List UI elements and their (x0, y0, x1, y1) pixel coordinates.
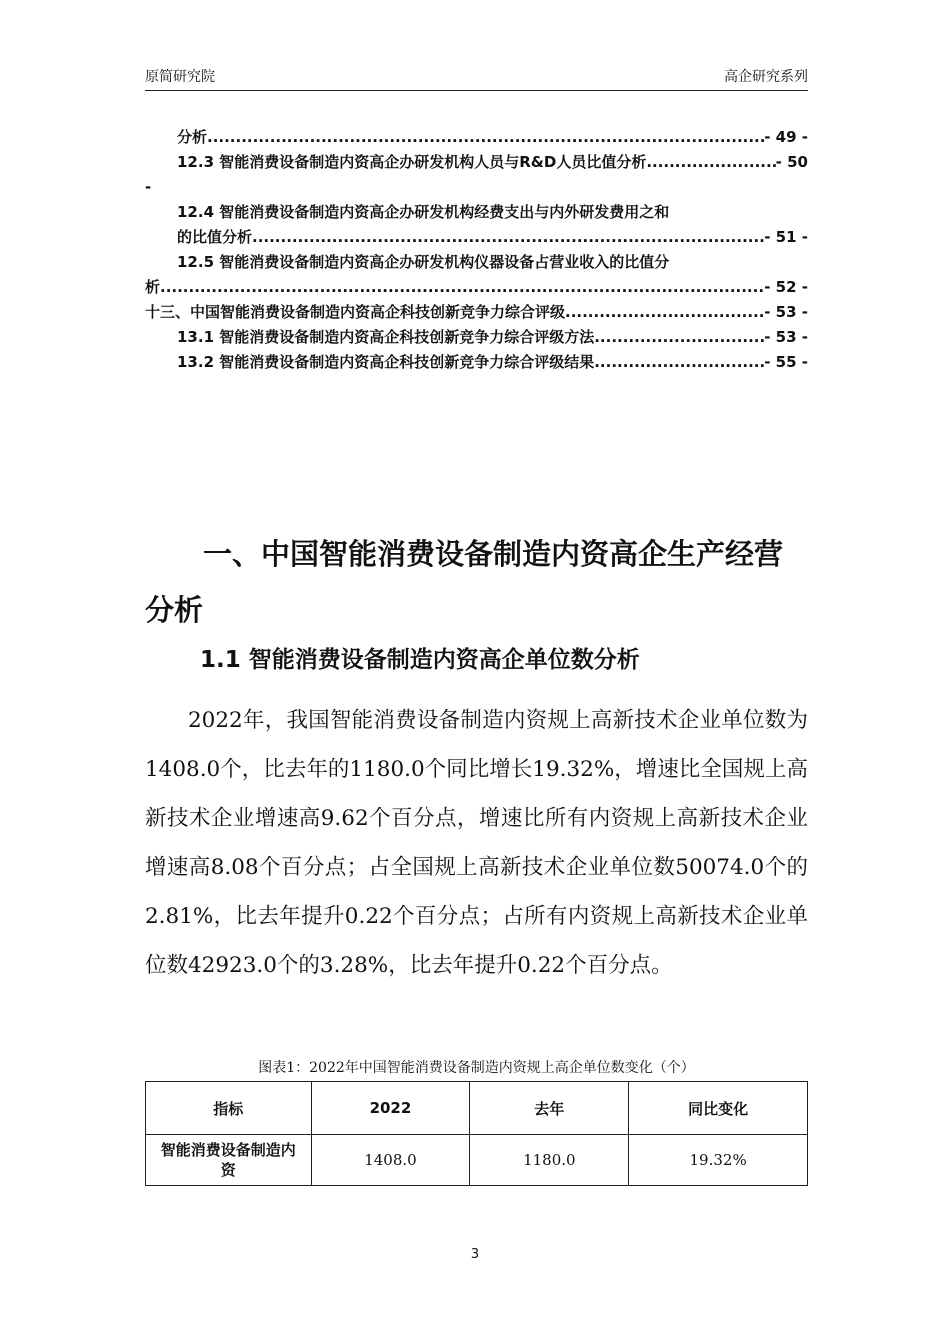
toc-leader (565, 300, 764, 325)
toc-entry[interactable]: 13.2 智能消费设备制造内资高企科技创新竞争力综合评级结果 ..... - 55 - (145, 350, 808, 375)
body-paragraph: 2022年，我国智能消费设备制造内资规上高新技术企业单位数为1408.0个，比去年的1180.0个同比增长19.32%，增速比全国规上高新技术企业增速高9.62个百分点，增速比所有内资规上高新技术企业增速高8.08个百分点；占全国规上高新技术企业单位数50074.0个的2.81%，比去年提升0.22个百分点；占所有内资规上高新技术企业单位数42923.0个的3.28%，比去年提升0.22个百分点。 (145, 708, 808, 978)
section-title: 1.1 智能消费设备制造内资高企单位数分析 (200, 647, 640, 673)
page-header (145, 64, 808, 91)
data-table (145, 1081, 808, 1186)
table-of-contents (145, 125, 808, 375)
page-number: 3 (470, 1247, 480, 1262)
header-series: 高企研究系列 (724, 69, 808, 85)
table-header-row (146, 1082, 808, 1135)
header-org: 原简研究院 (145, 69, 215, 85)
toc-leader (252, 225, 764, 250)
toc-entry[interactable]: 分析 ..... - 49 - (145, 125, 808, 150)
table-row (146, 1135, 808, 1186)
chapter-title: 一、中国智能消费设备制造内资高企生产经营分析 (145, 537, 784, 627)
toc-entry[interactable]: 12.5 智能消费设备制造内资高企办研发机构仪器设备占营业收入的比值分 析 ..... - 52 - (145, 250, 808, 300)
column-header: 指标 (146, 1082, 312, 1135)
column-header: 同比变化 (629, 1082, 808, 1135)
cell-yoy-change: 19.32% (629, 1135, 808, 1186)
row-label: 智能消费设备制造内资 (146, 1135, 312, 1186)
toc-leader (160, 275, 764, 300)
column-header: 2022 (311, 1082, 470, 1135)
toc-entry[interactable]: 十三、中国智能消费设备制造内资高企科技创新竞争力综合评级 ..... - 53 - (145, 300, 808, 325)
toc-leader (652, 150, 776, 175)
toc-entry[interactable]: 12.4 智能消费设备制造内资高企办研发机构经费支出与内外研发费用之和 的比值分析 ..... - 51 - (145, 200, 808, 250)
cell-2022: 1408.0 (311, 1135, 470, 1186)
table-caption: 图表1：2022年中国智能消费设备制造内资规上高企单位数变化（个） (258, 1060, 695, 1076)
toc-leader (594, 325, 764, 350)
toc-leader (207, 125, 764, 150)
column-header: 去年 (470, 1082, 629, 1135)
cell-last-year: 1180.0 (470, 1135, 629, 1186)
toc-leader (594, 350, 764, 375)
toc-entry[interactable]: 13.1 智能消费设备制造内资高企科技创新竞争力综合评级方法 ..... - 53 - (145, 325, 808, 350)
toc-entry[interactable]: 12.3 智能消费设备制造内资高企办研发机构人员与R&D人员比值分析. ..... - 50 - (145, 150, 808, 200)
